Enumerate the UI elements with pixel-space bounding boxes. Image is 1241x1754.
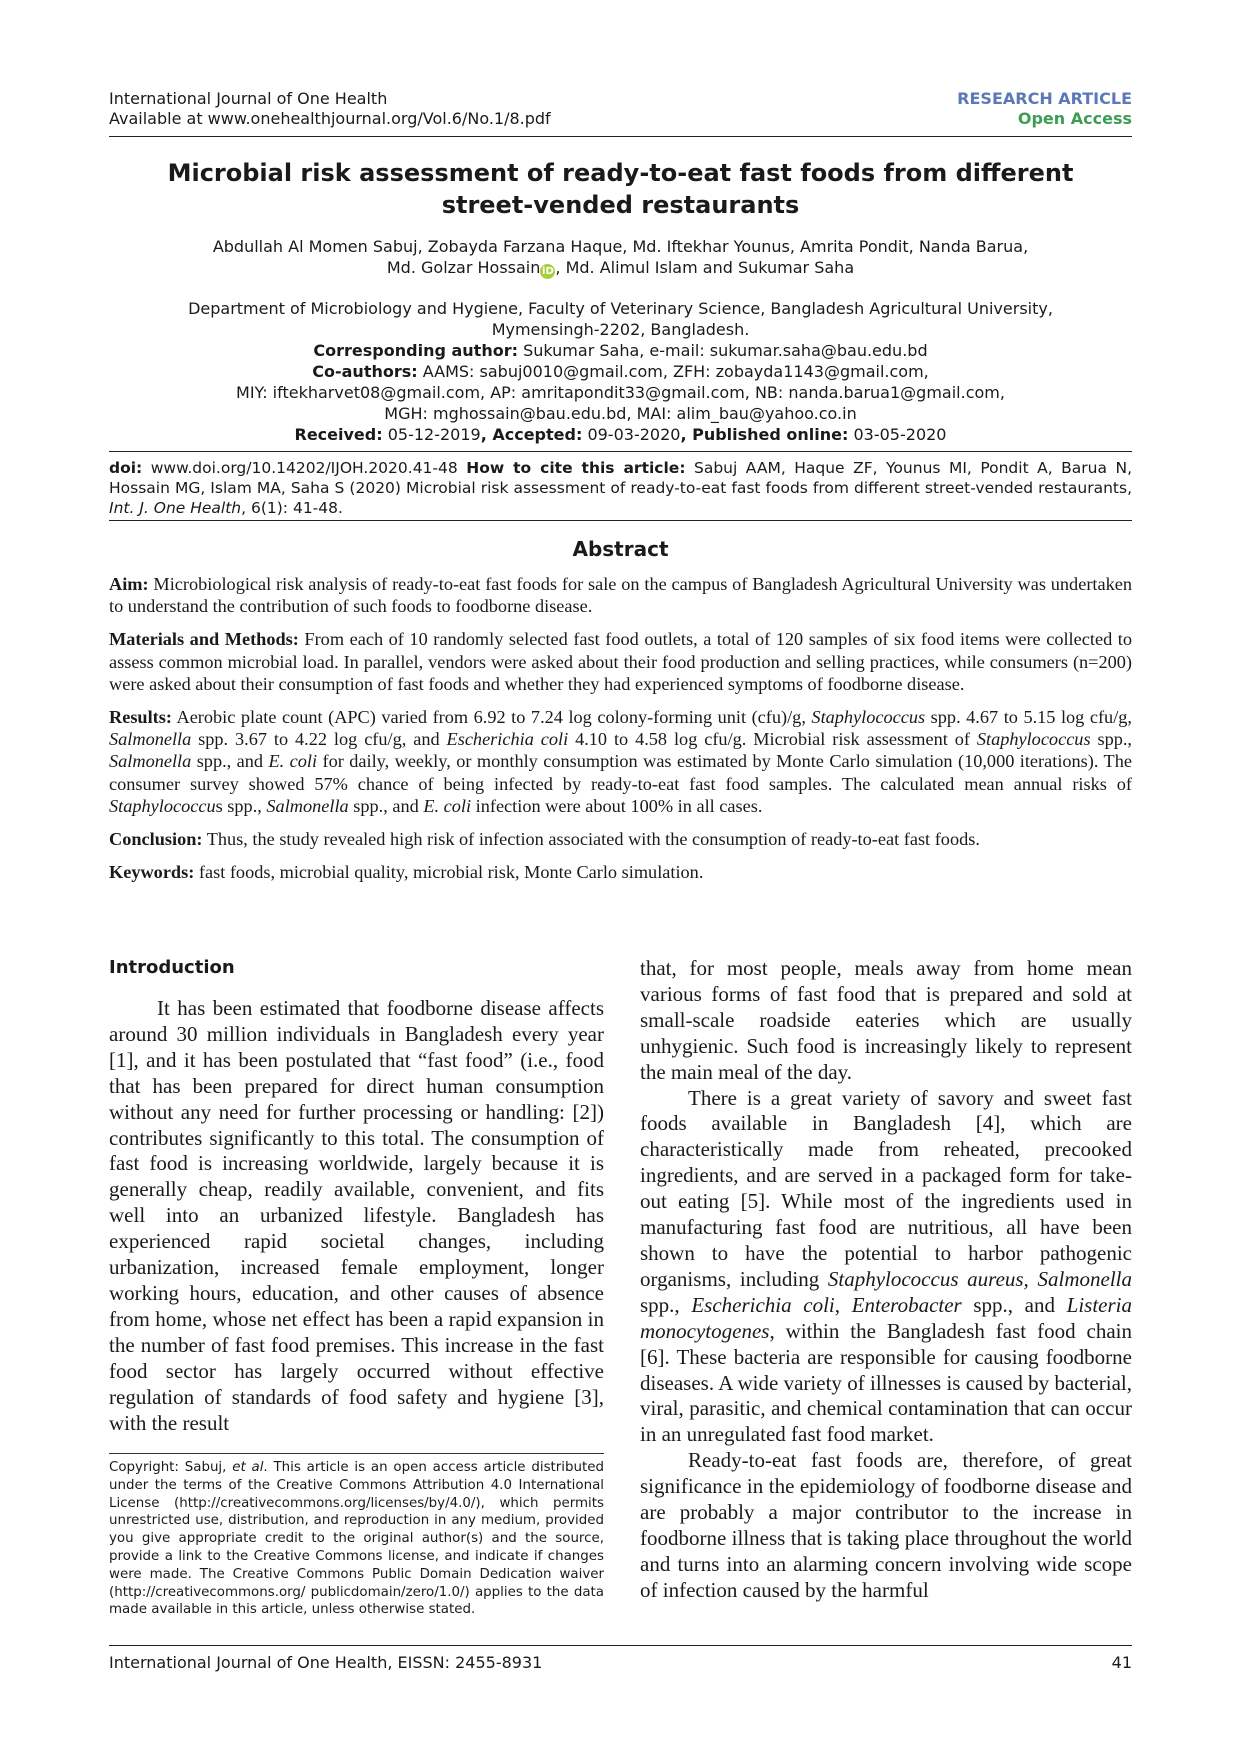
header-divider <box>109 136 1132 137</box>
received-date: 05-12-2019 <box>382 425 481 444</box>
corresponding-author <box>109 340 1132 361</box>
title-line-1: Microbial risk assessment of ready-to-eat fast foods from different <box>167 159 1074 187</box>
taxon-name: Salmonella <box>1037 1266 1132 1291</box>
introduction-heading: Introduction <box>109 957 235 978</box>
copyright-text: . This article is an open access article distributed under the terms of the Creative Commons Attribution 4.0 International License (http://creativecommons.org/licenses/by/4.0/), which permits unrestricted use, distribution, and reproduction in any medium, provided you give appropriate credit to the original author(s) and the source, provide a link to the Creative Commons license, and indicate if changes were made. The Creative Commons Public Domain Dedication waiver (http://creativecommons.org/ publicdomain/zero/1.0/) applies to the data made available in this article, unless otherwise stated. <box>109 1460 604 1618</box>
taxon-name: Listeria monocytogenes <box>640 1292 1133 1343</box>
affiliation-block <box>109 298 1132 445</box>
intro-paragraph-1: It has been estimated that foodborne disease affects around 30 million individuals in Bangladesh every year [1], and it has been postulated that “fast food” (i.e., food that has been prepared for direct human consumption without any need for further processing or handling: [2]) contributes significantly to this total. The consumption of fast food is increasing worldwide, largely because it is generally cheap, readily available, convenient, and fits well into an urbanized lifestyle. Bangladesh has experienced rapid societal changes, including urbanization, increased female employment, longer working hours, education, and other causes of absence from home, whose net effect has been a rapid expansion in the number of fast food premises. This increase in the fast food sector has largely occurred without effective regulation of standards of food safety and hygiene [3], with the result <box>109 996 604 1435</box>
paragraph-text: spp., and <box>961 1292 1067 1317</box>
keywords-text: fast foods, microbial quality, microbial risk, Monte Carlo simulation. <box>194 862 704 883</box>
author-names: , Md. Alimul Islam and Sukumar Saha <box>555 258 855 277</box>
doi-bottom-divider <box>109 520 1132 521</box>
cite-label: How to cite this article: <box>466 459 686 477</box>
taxon-name: Salmonella <box>109 751 192 772</box>
left-column <box>109 996 604 1436</box>
paragraph-text: , <box>834 1292 852 1317</box>
right-column <box>640 956 1132 1604</box>
abstract-results <box>109 706 1132 817</box>
article-title <box>109 157 1132 221</box>
abstract-body <box>109 573 1132 894</box>
cite-text: Sabuj AAM, Haque ZF, Younus MI, Pondit A, Barua N, Hossain MG, Islam MA, Saha S (2020) Microbial risk assessment of ready-to-eat fast foods from different street-vended restaurants, <box>109 459 1132 497</box>
doi-label: doi: <box>109 459 143 477</box>
taxon-name: Escherichia coli <box>446 729 569 750</box>
dates-line <box>109 424 1132 445</box>
methods-text: From each of 10 randomly selected fast food outlets, a total of 120 samples of six food items were collected to assess common microbial load. In parallel, vendors were asked about their food production and selling practices, while consumers (n=200) were asked about their consumption of fast foods and whether they had experienced symptoms of foodborne disease. <box>109 629 1132 694</box>
results-text: spp., and <box>348 795 424 816</box>
conclusion-label: Conclusion: <box>109 829 203 850</box>
taxon-name: Enterobacter <box>851 1292 962 1317</box>
results-text: spp. 4.67 to 5.15 log cfu/g, <box>925 707 1132 728</box>
citation-block <box>109 458 1132 518</box>
copyright-text: Copyright: Sabuj, <box>109 1460 233 1475</box>
open-access-label: Open Access <box>1017 109 1132 128</box>
paragraph-text: spp., <box>640 1292 692 1317</box>
page-number: 41 <box>1111 1653 1132 1672</box>
intro-paragraph-1-continued: that, for most people, meals away from home mean various forms of fast food that is prepared and sold at small-scale roadside eateries which are usually unhygienic. Such food is increasingly likely to represent the main meal of the day. <box>640 956 1132 1084</box>
taxon-name: E. coli <box>423 795 472 816</box>
taxon-name: Escherichia coli <box>691 1292 835 1317</box>
cite-journal: Int. J. One Health <box>109 499 242 517</box>
journal-name: International Journal of One Health <box>109 89 388 108</box>
taxon-name: Staphylococcus <box>976 729 1091 750</box>
authors-line-1: Abdullah Al Momen Sabuj, Zobayda Farzana Haque, Md. Iftekhar Younus, Amrita Pondit, Nanda Barua, <box>212 237 1029 256</box>
results-text: spp. 3.67 to 4.22 log cfu/g, and <box>191 729 447 750</box>
corresponding-value: Sukumar Saha, e-mail: sukumar.saha@bau.edu.bd <box>518 341 928 360</box>
aim-label: Aim: <box>109 574 149 594</box>
title-line-2: street-vended restaurants <box>441 191 800 219</box>
copyright-divider <box>109 1453 604 1454</box>
journal-url[interactable]: Available at www.onehealthjournal.org/Vol.6/No.1/8.pdf <box>109 109 551 128</box>
coauthors-line-2: MIY: iftekharvet08@gmail.com, AP: amritapondit33@gmail.com, NB: nanda.barua1@gmail.com, <box>236 383 1005 402</box>
coauthors-label: Co-authors: <box>312 362 418 381</box>
methods-label: Materials and Methods: <box>109 629 299 650</box>
copyright-etal: et al <box>232 1460 264 1475</box>
keywords-label: Keywords: <box>109 862 195 883</box>
abstract-heading: Abstract <box>572 537 669 561</box>
author-name: Md. Golzar Hossain <box>386 258 541 277</box>
affiliation-line-1: Department of Microbiology and Hygiene, Faculty of Veterinary Science, Bangladesh Agricultural University, <box>188 299 1053 318</box>
taxon-name: Staphylococcu <box>109 795 216 816</box>
abstract-aim <box>109 573 1132 617</box>
taxon-name: E. coli <box>268 751 318 772</box>
authors-line-2 <box>109 257 1132 279</box>
aim-text: Microbiological risk analysis of ready-to-eat fast foods for sale on the campus of Bangladesh Agricultural University was undertaken to understand the contribution of such foods to foodborne disease. <box>109 574 1132 617</box>
article-badges <box>957 89 1132 129</box>
doi-link[interactable]: www.doi.org/10.14202/IJOH.2020.41-48 <box>142 459 467 477</box>
results-text: 4.10 to 4.58 log cfu/g. Microbial risk assessment of <box>568 729 977 750</box>
article-type-label: RESEARCH ARTICLE <box>957 89 1132 108</box>
cite-tail: , 6(1): 41-48. <box>241 499 343 517</box>
footer-divider <box>109 1645 1132 1646</box>
results-text: for daily, weekly, or monthly consumption was estimated by Monte Carlo simulation (10,000 iterations). The consumer survey showed 57% chance of being infected by ready-to-eat fast food samples. The calculated mean annual risks of <box>109 751 1132 794</box>
coauthors-line-3: MGH: mghossain@bau.edu.bd, MAI: alim_bau@yahoo.co.in <box>384 404 857 423</box>
running-header <box>109 89 551 129</box>
taxon-name: Staphylococcus <box>811 707 926 728</box>
coauthors-value: AAMS: sabuj0010@gmail.com, ZFH: zobayda1143@gmail.com, <box>417 362 929 381</box>
paragraph-text <box>1029 1267 1038 1291</box>
author-list <box>109 236 1132 279</box>
abstract-conclusion <box>109 828 1132 850</box>
taxon-name: Staphylococcus aureus, <box>827 1266 1029 1291</box>
conclusion-text: Thus, the study revealed high risk of infection associated with the consumption of ready-to-eat fast foods. <box>202 829 980 850</box>
corresponding-label: Corresponding author: <box>313 341 518 360</box>
affiliation-line-2: Mymensingh-2202, Bangladesh. <box>491 320 750 339</box>
results-text: Aerobic plate count (APC) varied from 6.92 to 7.24 log colony-forming unit (cfu)/g, <box>171 707 812 728</box>
coauthors-line-1 <box>109 361 1132 382</box>
results-text: spp., <box>1090 729 1132 750</box>
published-label: , Published online: <box>680 425 849 444</box>
taxon-name: Salmonella <box>266 795 349 816</box>
published-date: 03-05-2020 <box>848 425 947 444</box>
abstract-keywords <box>109 861 1132 883</box>
results-label: Results: <box>109 707 172 728</box>
taxon-name: Salmonella <box>109 729 192 750</box>
abstract-methods <box>109 628 1132 695</box>
results-text: infection were about 100% in all cases. <box>471 795 763 816</box>
results-text: s spp., <box>215 795 267 816</box>
paragraph-text: There is a great variety of savory and sweet fast foods available in Bangladesh [4], which are characteristically made from reheated, precooked ingredients, and are served in a packaged form for take-out eating [5]. While most of the ingredients used in manufacturing fast food are nutritious, all have been shown to have the potential to harbor pathogenic organisms, including <box>640 1085 1132 1291</box>
accepted-date: 09-03-2020 <box>582 425 681 444</box>
accepted-label: , Accepted: <box>480 425 583 444</box>
results-text: spp., and <box>191 751 269 772</box>
footer-journal: International Journal of One Health, EISSN: 2455-8931 <box>109 1653 543 1672</box>
orcid-icon[interactable]: iD <box>542 266 554 277</box>
doi-top-divider <box>109 451 1132 452</box>
intro-paragraph-3: Ready-to-eat fast foods are, therefore, of great significance in the epidemiology of foodborne disease and are probably a major contributor to the increase in foodborne illness that is taking place throughout the world and turns into an alarming concern involving wide scope of infection caused by the harmful <box>640 1448 1132 1602</box>
copyright-notice <box>109 1459 604 1619</box>
intro-paragraph-2 <box>640 1086 1132 1449</box>
paragraph-text: , within the Bangladesh fast food chain [6]. These bacteria are responsible for causing foodborne diseases. A wide variety of illnesses is caused by bacterial, viral, parasitic, and chemical contamination that can occur in an unregulated fast food market. <box>640 1318 1132 1447</box>
received-label: Received: <box>294 425 383 444</box>
